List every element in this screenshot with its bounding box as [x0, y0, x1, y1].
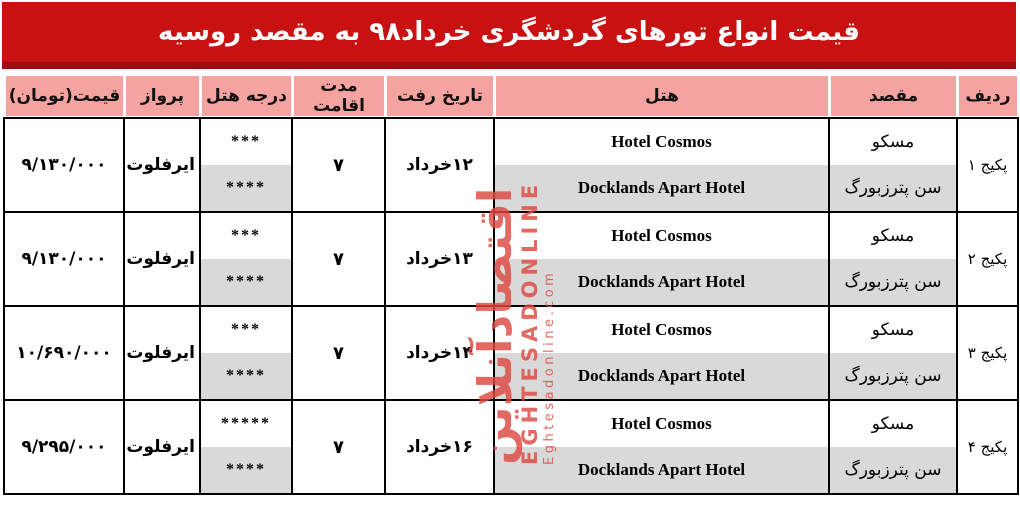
- hotel-cell: Hotel Cosmos: [494, 400, 829, 447]
- hotel-grade-cell: *****: [200, 400, 292, 447]
- departure-date-cell: ۱۳خرداد: [385, 212, 494, 306]
- col-header-price: قیمت(تومان): [5, 75, 125, 118]
- destination-cell: مسکو: [829, 400, 957, 447]
- stay-duration-cell: ۷: [292, 306, 385, 400]
- price-cell: ۱۰/۶۹۰/۰۰۰: [4, 306, 124, 400]
- eghtesad-online-site-url: Eghtesadonline.com: [542, 269, 558, 465]
- col-header-row: ردیف: [958, 75, 1019, 118]
- hotel-cell: Docklands Apart Hotel: [494, 165, 829, 212]
- col-header-destination: مقصد: [830, 75, 958, 118]
- col-header-hotel-grade: درجه هتل: [201, 75, 293, 118]
- hotel-grade-cell: ***: [200, 118, 292, 165]
- eghtesad-online-logo-fa: اقتصادآنلاین: [468, 187, 523, 465]
- eghtesad-online-name-en: EGHTESADONLINE: [518, 179, 543, 465]
- destination-cell: مسکو: [829, 212, 957, 259]
- hotel-cell: Hotel Cosmos: [494, 118, 829, 165]
- stay-duration-cell: ۷: [292, 400, 385, 494]
- col-header-departure-date: تاریخ رفت: [386, 75, 495, 118]
- hotel-grade-cell: ***: [200, 212, 292, 259]
- hotel-grade-cell: ****: [200, 447, 292, 494]
- table-header-row: [3, 73, 1020, 119]
- page-title: قیمت انواع تورهای گردشگری خرداد۹۸ به مقصد روسیه: [2, 2, 1016, 69]
- hotel-grade-cell: ***: [200, 306, 292, 353]
- flight-cell: ایرفلوت: [124, 118, 200, 212]
- destination-cell: سن پترزبورگ: [829, 259, 957, 306]
- hotel-grade-cell: ****: [200, 353, 292, 400]
- hotel-cell: Hotel Cosmos: [494, 306, 829, 353]
- stay-duration-cell: ۷: [292, 212, 385, 306]
- package-label: پکیج ۱: [957, 118, 1018, 212]
- departure-date-cell: ۱۴خرداد: [385, 306, 494, 400]
- hotel-cell: Hotel Cosmos: [494, 212, 829, 259]
- table-row: [4, 306, 1018, 353]
- package-label: پکیج ۴: [957, 400, 1018, 494]
- destination-cell: سن پترزبورگ: [829, 353, 957, 400]
- table-row: [4, 400, 1018, 447]
- hotel-grade-cell: ****: [200, 165, 292, 212]
- col-header-stay-duration: مدت اقامت: [293, 75, 386, 118]
- table-row: [4, 118, 1018, 165]
- destination-cell: مسکو: [829, 118, 957, 165]
- flight-cell: ایرفلوت: [124, 306, 200, 400]
- price-cell: ۹/۱۳۰/۰۰۰: [4, 212, 124, 306]
- departure-date-cell: ۱۲خرداد: [385, 118, 494, 212]
- destination-cell: سن پترزبورگ: [829, 165, 957, 212]
- departure-date-cell: ۱۶خرداد: [385, 400, 494, 494]
- price-cell: ۹/۱۳۰/۰۰۰: [4, 118, 124, 212]
- destination-cell: مسکو: [829, 306, 957, 353]
- package-label: پکیج ۳: [957, 306, 1018, 400]
- hotel-cell: Docklands Apart Hotel: [494, 447, 829, 494]
- destination-cell: سن پترزبورگ: [829, 447, 957, 494]
- flight-cell: ایرفلوت: [124, 212, 200, 306]
- col-header-flight: پرواز: [125, 75, 201, 118]
- package-label: پکیج ۲: [957, 212, 1018, 306]
- tour-price-table-body: [3, 117, 1019, 495]
- hotel-grade-cell: ****: [200, 259, 292, 306]
- price-cell: ۹/۲۹۵/۰۰۰: [4, 400, 124, 494]
- flight-cell: ایرفلوت: [124, 400, 200, 494]
- stay-duration-cell: ۷: [292, 118, 385, 212]
- table-row: [4, 212, 1018, 259]
- hotel-cell: Docklands Apart Hotel: [494, 353, 829, 400]
- hotel-cell: Docklands Apart Hotel: [494, 259, 829, 306]
- col-header-hotel: هتل: [495, 75, 830, 118]
